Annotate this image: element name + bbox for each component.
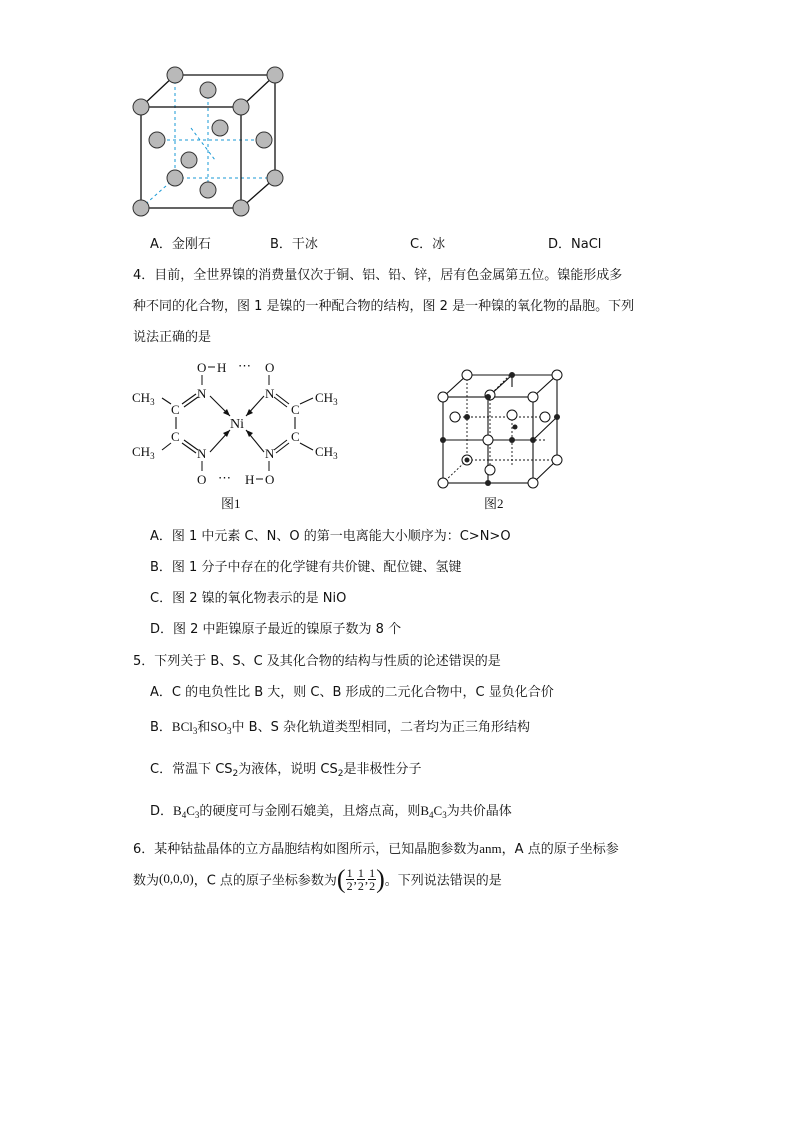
q4-figure-2-unit-cell <box>435 365 570 490</box>
q5-stem: 5．下列关于 B、S、C 及其化合物的结构与性质的论述错误的是 <box>133 654 501 669</box>
q5-formula-bcl3: BCl$_3$ <box>171 719 198 736</box>
fig1-dots-top: ⋯ <box>238 358 251 373</box>
fig1-h-top: H <box>217 360 227 375</box>
q5-option-a[interactable]: A．C 的电负性比 B 大，则 C、B 形成的二元化合物中，C 显负化合价 <box>150 685 554 700</box>
q4-option-d[interactable]: D．图 2 中距镍原子最近的镍原子数为 8 个 <box>150 622 402 637</box>
fig1-c-right-top: C <box>291 402 300 417</box>
fig1-dots-bottom: ⋯ <box>218 470 231 485</box>
q3-option-c[interactable]: C．冰 <box>410 237 446 252</box>
fig1-ch3-bottom-left: $CH_3$ <box>132 444 155 461</box>
fig1-ch3-top-left: $CH_3$ <box>132 390 155 407</box>
q6-stem-line-2: 数为(0,0,0)，C 点的原子坐标参数为( $\frac{1}{2}$ , $\frac{1}{2}$ , $\frac{1}{2}$ )。下列说法错误的是 <box>133 864 502 893</box>
q4-figure-1-caption: 图1 <box>221 496 241 511</box>
fig1-c-left-top: C <box>171 402 180 417</box>
q3-option-b[interactable]: B．干冰 <box>270 237 318 252</box>
fig1-o-bottom-right: O <box>265 472 275 487</box>
fig1-n-bottom-left: N <box>197 446 207 461</box>
fig1-n-top-left: N <box>197 386 207 401</box>
q5-option-b[interactable]: B．BCl$_3$和$SO_3$中 B、S 杂化轨道类型相同，二者均为正三角形结构 <box>150 719 530 736</box>
q3-option-a[interactable]: A．金刚石 <box>150 237 211 252</box>
q4-stem-line-3: 说法正确的是 <box>133 330 212 345</box>
q4-figure-2-caption: 图2 <box>484 496 504 511</box>
q4-stem-line-2: 种不同的化合物，图 1 是镍的一种配合物的结构，图 2 是一种镍的氧化物的晶胞。下列 <box>133 299 635 314</box>
q5-formula-so3: $SO_3$ <box>210 719 232 736</box>
q5-formula-b4c3-b: $B_4C_3$ <box>420 803 447 820</box>
q5-option-d[interactable]: D．$B_4C_3$的硬度可与金刚石媲美，且熔点高，则$B_4C_3$为共价晶体 <box>150 803 512 820</box>
fig1-o-top-left: O <box>197 360 207 375</box>
q5-option-c[interactable]: C．常温下 $CS_2$为液体，说明 $CS_2$是非极性分子 <box>150 762 422 779</box>
q4-option-b[interactable]: B．图 1 分子中存在的化学键有共价键、配位键、氢键 <box>150 560 462 575</box>
fig1-o-top-right: O <box>265 360 275 375</box>
fig1-ch3-bottom-right: $CH_3$ <box>315 444 338 461</box>
q4-stem-line-1: 4．目前，全世界镍的消费量仅次于铜、铝、铅、锌，居有色金属第五位。镍能形成多 <box>133 268 623 283</box>
fig1-c-right-bottom: C <box>291 429 300 444</box>
q4-option-a[interactable]: A．图 1 中元素 C、N、O 的第一电离能大小顺序为：C>N>O <box>150 529 511 544</box>
fig1-ni: Ni <box>230 417 244 432</box>
q6-coord-a: (0,0,0) <box>159 871 194 886</box>
fig1-c-left-bottom: C <box>171 429 180 444</box>
q6-stem-line-1: 6．某种钴盐晶体的立方晶胞结构如图所示，已知晶胞参数为anm，A 点的原子坐标参 <box>133 841 619 857</box>
q6-coord-c: ( $\frac{1}{2}$ , $\frac{1}{2}$ , $\frac{1}{2}$ ) <box>336 864 385 893</box>
q6-cell-parameter: anm <box>479 841 502 856</box>
q3-crystal-cell-figure <box>125 60 285 220</box>
fig1-n-top-right: N <box>265 386 275 401</box>
fig1-ch3-top-right: $CH_3$ <box>315 390 338 407</box>
q5-option-b-prefix: B． <box>150 720 172 735</box>
q4-figure-1-nickel-complex <box>130 350 350 490</box>
fig1-n-bottom-right: N <box>265 446 275 461</box>
q5-formula-b4c3-a: $B_4C_3$ <box>173 803 200 820</box>
q4-option-c[interactable]: C．图 2 镍的氧化物表示的是 NiO <box>150 591 347 606</box>
fig1-o-bottom-left: O <box>197 472 207 487</box>
fig1-h-bottom: H <box>245 472 255 487</box>
q3-option-d[interactable]: D．NaCl <box>548 237 602 252</box>
